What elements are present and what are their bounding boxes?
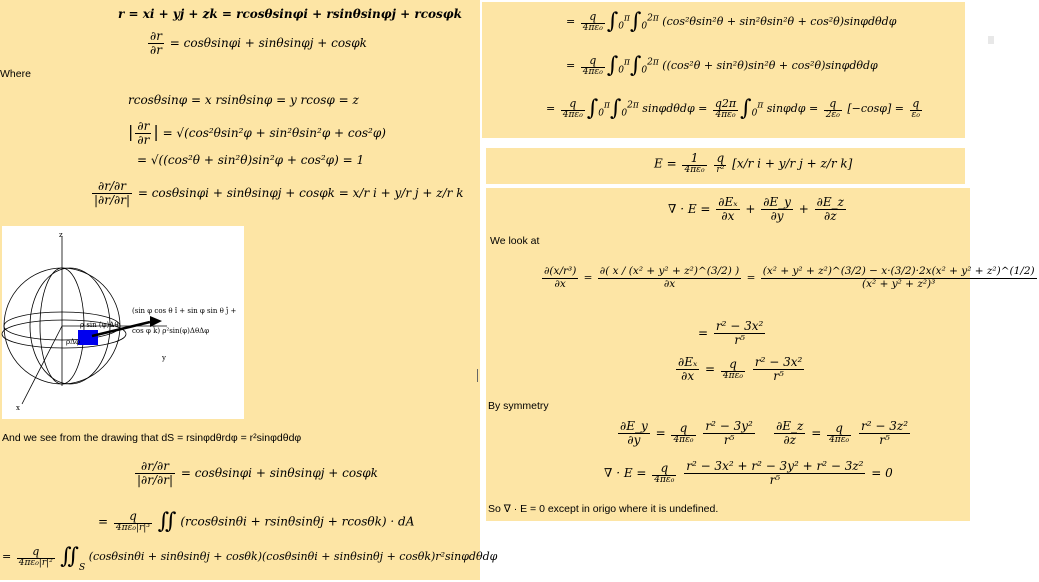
vector-label-line1: (sin φ cos θ î + sin φ sin θ ĵ + [132,307,237,315]
unit-normal-rhs-2: = cosθsinφi + sinθsinφj + cosφk [180,466,378,481]
by-symmetry-label: By symmetry [488,400,549,412]
partial-r-denominator: ∂r [150,43,162,58]
flux-evaluation-panel [482,2,965,138]
divergence-panel [486,188,1035,521]
where-label: Where [0,68,31,80]
flux-integral-1: = $\frac{q}{\text{4πε₀|r|³}}$ ∬ (rcosθsinθi + rsinθsinθj + rcosθk) · dA [98,509,415,534]
look-at-label: We look at [490,235,540,247]
partial-r-rhs: = cosθsinφi + sinθsinφj + cosφk [169,36,367,51]
field-bracket: x/r i + y/r j + z/r k [736,156,848,171]
unit-normal-rhs: = cosθsinφi + sinθsinφj + cosφk = x/r i + y/r j + z/r k [137,186,464,201]
column-resize-handle[interactable] [477,369,482,382]
flux-integral-2: = $\frac{q}{\text{4πε₀|r|²}}$ $∬_S$ (cosθsinθi + sinθsinθj + cosθk)(cosθsinθi + sinθsinθj + cosθk)r²sinφdθdφ [2,544,498,574]
norm-numerator: ∂r [137,119,150,133]
flux-eval-line3: = $\frac{q}{\text{4πε₀}}$ $\int_0^\pi\int_0^{2\pi}$ sinφdθdφ = $\frac{q2\pi}{\text{4πε₀}}$ $\int_0^\pi$ sinφdφ = $\frac{q}{\text{2ε₀}}$ [−cosφ] = $\frac{q}{\text{ε₀}}$ [546,96,920,121]
surface-element-patch [78,330,98,345]
norm-equation: | $\frac{\partial r}{\partial r}$ | = √(cos²θsin²φ + sin²θsin²φ + cos²φ) [128,119,386,148]
rho-dphi-label: ρΔφ [66,338,81,346]
vector-label-line2: cos φ k̂) ρ²sin(φ)ΔθΔφ [132,327,210,335]
sphere-diagram [2,226,244,419]
dEx-result: $\frac{\text{∂Eₓ}}{\partial x}$ = $\frac{q}{\text{4πε₀}}$ $\frac{\text{r² − 3x²}}{\text{r⁵}}$ [678,355,803,384]
partial-r-numerator: ∂r [150,29,162,43]
conclusion-text: So ∇ · E = 0 except in origo where it is undefined. [488,503,719,515]
page-edge-marker [988,36,994,44]
norm-rhs: = √(cos²θsin²φ + sin²θsin²φ + cos²φ) [162,126,386,141]
norm-denominator: ∂r [137,133,150,148]
unit-normal-equation: $\frac{\partial r/\partial r}{|\partial r/\partial r|}$ = cosθsinφi + sinθsinφj + cosφk = x/r i + y/r j + z/r k [94,179,464,208]
field-expression-panel [486,148,965,184]
dEy-dEz-results: $\frac{\partial E\_y}{\partial y}$ = $\frac{q}{\text{4πε₀}}$ $\frac{\text{r² − 3y²}}{\text{r⁵}}$ $\frac{\partial E\_z}{\partial z}$ = $\frac{q}{\text{4πε₀}}$ $\frac{\text{r² − 3z²}}{\text{r⁵}}$ [620,419,908,448]
position-vector-equation: r = xi + yj + zk = rcosθsinφi + rsinθsinφj + rcosφk [118,7,462,21]
divergence-definition: ∇ · E = $\frac{\text{∂Eₓ}}{\partial x}$ + $\frac{\partial E\_y}{\partial y}$ + $\frac{\partial E\_z}{\partial z}$ [668,195,844,224]
axis-z-label: z [59,231,63,239]
derivative-simplified: = $\frac{\text{r² − 3x²}}{\text{r⁵}}$ [698,319,764,348]
flux-integral-1-body: (rcosθsinθi + rsinθsinθj + rcosθk) · dA [180,514,415,529]
flux-integral-2-body: (cosθsinθi + sinθsinθj + cosθk)(cosθsinθi + sinθsinθj + cosθk)r²sinφdθdφ [88,550,498,564]
normal-arrowhead [150,316,162,327]
divergence-sum: ∇ · E = $\frac{q}{\text{4πε₀}}$ $\frac{\text{r² − 3x² + r² − 3y² + r² − 3z²}}{\text{r⁵}}$ = 0 [604,459,893,488]
flux-eval-line1: = $\frac{q}{\text{4πε₀}}$ $\int_0^\pi\int_0^{2\pi}$ (cos²θsin²θ + sin²θsin²θ + cos²θ)sinφdθdφ [566,9,897,34]
flux-eval-line2: = $\frac{q}{\text{4πε₀}}$ $\int_0^\pi\int_0^{2\pi}$ ((cos²θ + sin²θ)sin²θ + cos²θ)sinφdθdφ [566,53,878,78]
partial-r-equation [146,30,367,57]
drawing-text: And we see from the drawing that dS = rsinφdθrdφ = r²sinφdθdφ [2,432,302,444]
sphere-diagram-svg [2,226,244,419]
axis-y-label: y [162,354,166,362]
norm-simplified-equation: = √((cos²θ + sin²θ)sin²φ + cos²φ) = 1 [137,153,365,167]
where-equation: rcosθsinφ = x rsinθsinφ = y rcosφ = z [128,93,359,107]
axis-x-label: x [16,404,20,412]
rho-sin-label: ρ sin (φ)Δθ [80,321,119,329]
field-equation: E = $\frac{1}{\text{4πε₀}}$ $\frac{q}{\text{r²}}$ [x/r i + y/r j + z/r k] [654,151,853,176]
derivative-expansion: $\frac{\text{∂(x/r³)}}{\partial x}$ = $\frac{\text{∂( x / (x² + y² + z²)\textasciicircum{}(3/2) )}}{\partial x}$ = $\frac{\text{(x² + y² + z²)\textasciicircum{}(3/2) − x·(3/2)·2x(x² + y² + z²)\textasciicircum{}(1/2)}}{\text{(x² + y² + z²)³}}$ [544,265,1035,290]
unit-normal-equation-2: $\frac{\partial r/\partial r}{|\partial r/\partial r|}$ = cosθsinφi + sinθsinφj + cosφk [137,459,378,488]
